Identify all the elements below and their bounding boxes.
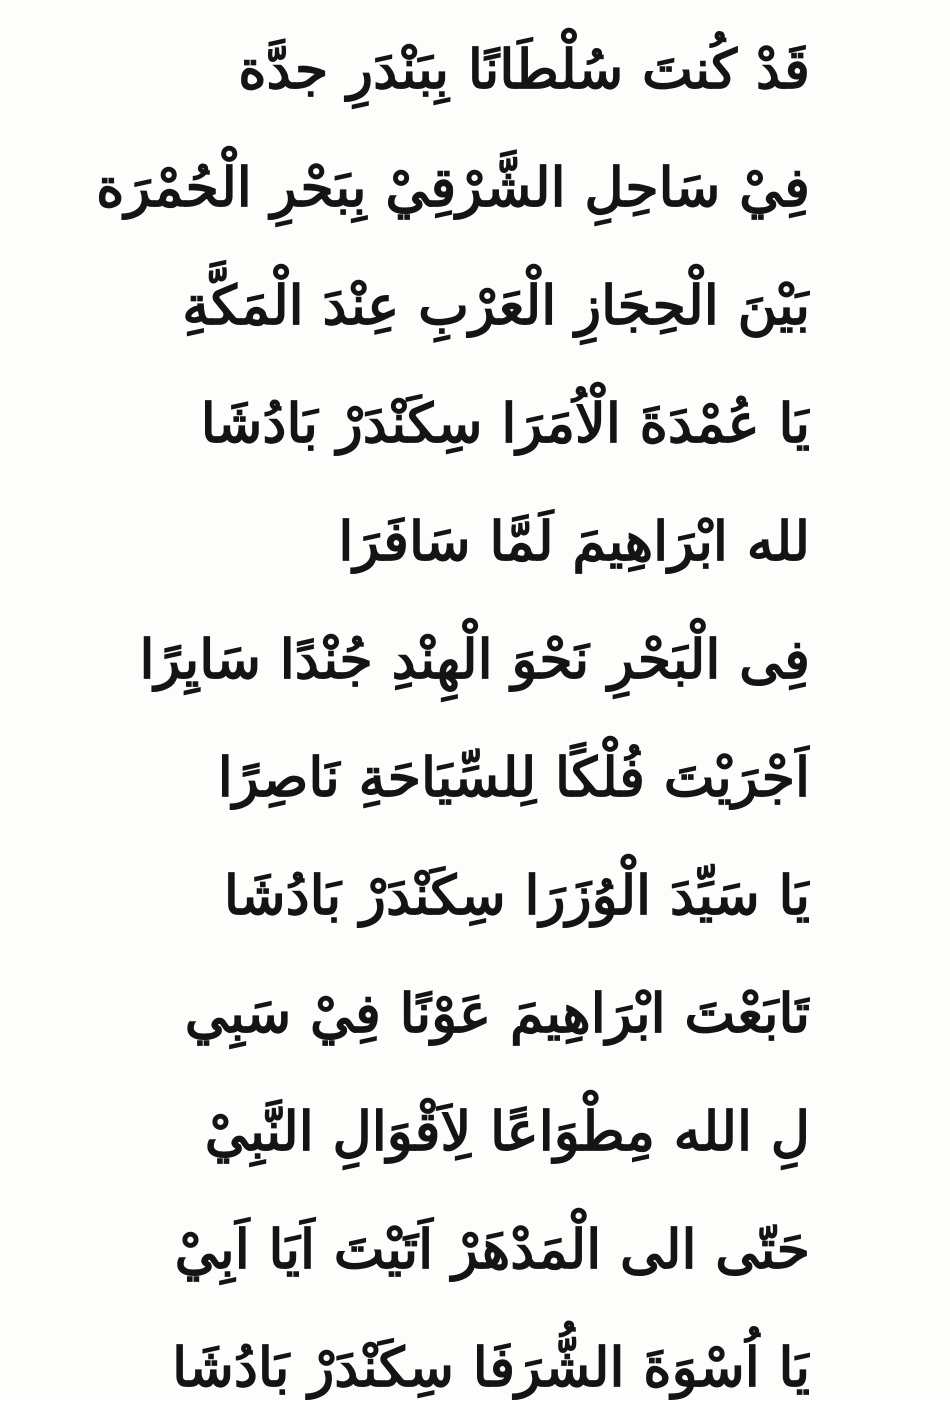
poem-line: قَدْ كُنتَ سُلْطَانًا بِبَنْدَرِ جدَّة	[238, 37, 810, 101]
poem-line: يَا اُسْوَةَ الشُّرَفَا سِكَنْدَرْ بَادُشَا	[172, 1335, 810, 1399]
poem-line: حَتّى الى الْمَدْهَرْ اَتَيْتَ اَيَا اَبِيْ	[174, 1217, 810, 1281]
poem-line: لِ الله مِطْوَاعًا لِاَقْوَالِ النَّبِيْ	[204, 1099, 810, 1163]
poem-line: يَا سَيِّدَ الْوُزَرَا سِكَنْدَرْ بَادُشَا	[223, 863, 810, 927]
poem-line: اَجْرَيْتَ فُلْكًا لِلسِّيَاحَةِ نَاصِرًا	[217, 745, 810, 809]
poem-line: لله ابْرَاهِيمَ لَمَّا سَافَرَا	[338, 509, 810, 573]
poem-text	[50, 10, 810, 1426]
poem-line: يَا عُمْدَةَ الْاُمَرَا سِكَنْدَرْ بَادُشَا	[200, 391, 810, 455]
poem-line: بَيْنَ الْحِجَازِ الْعَرْبِ عِنْدَ الْمَكَّةِ	[182, 273, 810, 337]
poem-line: تَابَعْتَ ابْرَاهِيمَ عَوْنًا فِيْ سَبِي	[184, 981, 810, 1045]
poem-line: فِيْ سَاحِلِ الشَّرْقِيْ بِبَحْرِ الْحُمْرَة	[96, 155, 810, 219]
poem-line: فِى الْبَحْرِ نَحْوَ الْهِنْدِ جُنْدًا سَايِرًا	[139, 627, 810, 691]
